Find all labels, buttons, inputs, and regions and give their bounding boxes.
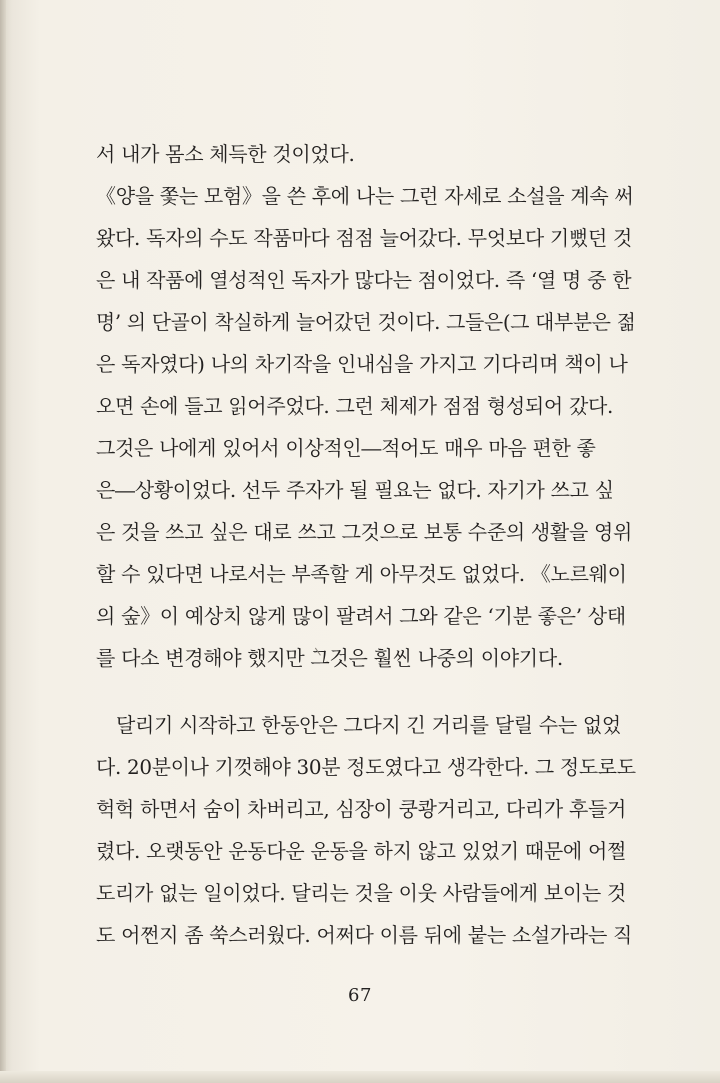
- text-line: 할 수 있다면 나로서는 부족할 게 아무것도 없었다. 《노르웨이: [96, 562, 627, 586]
- text-line: 은 것을 쓰고 싶은 대로 쓰고 그것으로 보통 수준의 생활을 영위: [96, 520, 633, 544]
- text-line: 왔다. 독자의 수도 작품마다 점점 늘어갔다. 무엇보다 기뻤던 것: [96, 226, 633, 250]
- text-line: 달리기 시작하고 한동안은 그다지 긴 거리를 달릴 수는 없었: [116, 713, 621, 737]
- text-line: 서 내가 몸소 체득한 것이었다.: [96, 142, 355, 166]
- text-line: 도리가 없는 일이었다. 달리는 것을 이웃 사람들에게 보이는 것: [96, 881, 627, 905]
- text-line: 의 숲》이 예상치 않게 많이 팔려서 그와 같은 ‘기분 좋은’ 상태: [96, 604, 626, 628]
- text-line: 《양을 쫓는 모험》을 쓴 후에 나는 그런 자세로 소설을 계속 써: [96, 184, 634, 208]
- text-line: 명’ 의 단골이 착실하게 늘어갔던 것이다. 그들은(그 대부분은 젊: [96, 310, 636, 334]
- text-line: 렸다. 오랫동안 운동다운 운동을 하지 않고 있었기 때문에 어쩔: [96, 839, 627, 863]
- text-line: 은 독자였다) 나의 차기작을 인내심을 가지고 기다리며 책이 나: [96, 352, 628, 376]
- text-line: 오면 손에 들고 읽어주었다. 그런 체제가 점점 형성되어 갔다.: [96, 394, 614, 418]
- text-line: 헉헉 하면서 숨이 차버리고, 심장이 쿵쾅거리고, 다리가 후들거: [96, 797, 627, 821]
- text-line: 다. 20분이나 기껏해야 30분 정도였다고 생각한다. 그 정도로도: [96, 755, 636, 779]
- text-line: 은―상황이었다. 선두 주자가 될 필요는 없다. 자기가 쓰고 싶: [96, 478, 614, 502]
- text-line: 도 어쩐지 좀 쑥스러웠다. 어쩌다 이름 뒤에 붙는 소설가라는 직: [96, 923, 633, 947]
- text-line: 를 다소 변경해야 했지만 그것은 훨씬 나중의 이야기다.: [96, 646, 563, 670]
- text-line: 은 내 작품에 열성적인 독자가 많다는 점이었다. 즉 ‘열 명 중 한: [96, 268, 632, 292]
- page-number: 67: [348, 985, 372, 1006]
- page-bottom-edge: [0, 1071, 720, 1083]
- page-binding-edge: [0, 0, 6, 1083]
- text-line: 그것은 나에게 있어서 이상적인―적어도 매우 마음 편한 좋: [96, 436, 596, 460]
